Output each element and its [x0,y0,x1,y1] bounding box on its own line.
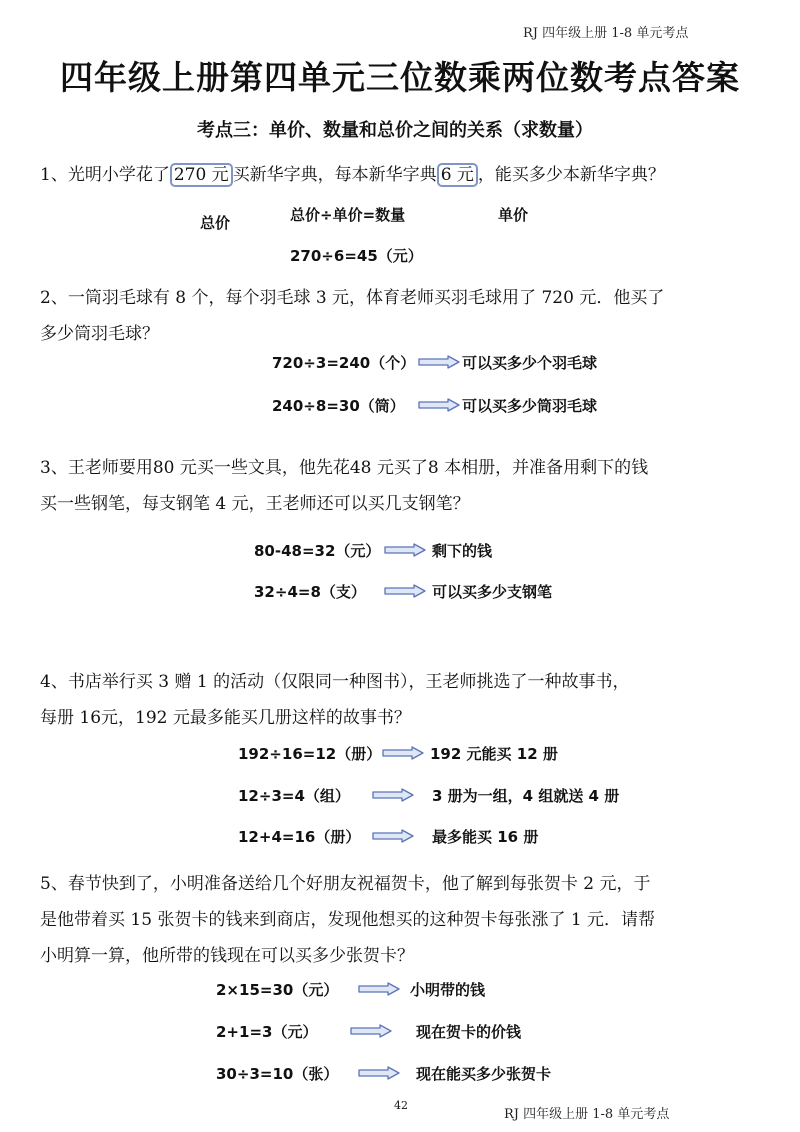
q4-step-2-calc: 12÷3=4（组） [238,787,350,805]
q2-step-2-note: 可以买多少筒羽毛球 [462,397,598,415]
q5-step-1-note: 小明带的钱 [410,981,486,999]
q5-line-1: 5、春节快到了，小明准备送给几个好朋友祝福贺卡，他了解到每张贺卡 2 元，于 [40,874,651,894]
q2-line-1: 2、一筒羽毛球有 8 个，每个羽毛球 3 元，体育老师买羽毛球用了 720 元．他买了 [40,288,665,308]
arrow-icon [384,584,426,598]
header-note: RJ 四年级上册 1-8 单元考点 [523,26,689,41]
q2-step-2-calc: 240÷8=30（筒） [272,397,405,415]
footer-note: RJ 四年级上册 1-8 单元考点 [504,1107,670,1122]
question-1 [40,160,665,185]
q5-line-2: 是他带着买 15 张贺卡的钱来到商店，发现他想买的这种贺卡每张涨了 1 元．请帮 [40,910,656,930]
question-2 [40,280,770,352]
q1-unit-price-box: 6 元 [437,163,478,187]
q2-line-2: 多少筒羽毛球？ [40,324,159,344]
q2-step-1-note: 可以买多少个羽毛球 [462,354,598,372]
q1-calc: 270÷6=45（元） [290,247,423,265]
page-title: 四年级上册第四单元三位数乘两位数考点答案 [60,58,740,97]
q1-text-b: 买新华字典，每本新华字典 [232,165,437,185]
q4-step-1-calc: 192÷16=12（册） [238,745,382,763]
section-title: 考点三：单价、数量和总价之间的关系（求数量） [197,120,593,141]
arrow-icon [358,982,400,996]
q1-label-unit: 单价 [498,206,529,224]
arrow-icon [384,543,426,557]
q1-text-c: ，能买多少本新华字典？ [477,165,665,185]
q3-step-2-note: 可以买多少支钢笔 [432,583,553,601]
question-5 [40,866,770,974]
q2-step-1-calc: 720÷3=240（个） [272,354,416,372]
q1-formula: 总价÷单价=数量 [290,206,406,224]
q4-step-2-note: 3 册为一组，4 组就送 4 册 [432,787,620,805]
q5-step-2-calc: 2+1=3（元） [216,1023,318,1041]
q3-step-2-calc: 32÷4=8（支） [254,583,366,601]
q3-step-1-calc: 80-48=32（元） [254,542,381,560]
q5-step-1-calc: 2×15=30（元） [216,981,339,999]
q4-line-1: 4、书店举行买 3 赠 1 的活动（仅限同一种图书），王老师挑选了一种故事书， [40,672,630,692]
q3-line-2: 买一些钢笔，每支钢笔 4 元，王老师还可以买几支钢笔？ [40,494,470,514]
arrow-icon [350,1024,392,1038]
question-4 [40,664,770,736]
q4-step-3-note: 最多能买 16 册 [432,828,539,846]
q5-step-2-note: 现在贺卡的价钱 [416,1023,522,1041]
q5-line-3: 小明算一算，他所带的钱现在可以买多少张贺卡？ [40,946,414,966]
arrow-icon [382,746,424,760]
q1-label-total: 总价 [200,214,231,232]
arrow-icon [358,1066,400,1080]
q3-line-1: 3、王老师要用80 元买一些文具，他先花48 元买了8 本相册，并准备用剩下的钱 [40,458,649,478]
page-number: 42 [394,1099,408,1112]
q1-total-price-box: 270 元 [170,163,233,187]
q4-step-1-note: 192 元能买 12 册 [430,745,558,763]
q4-step-3-calc: 12+4=16（册） [238,828,361,846]
arrow-icon [372,788,414,802]
arrow-icon [418,355,460,369]
q3-step-1-note: 剩下的钱 [432,542,493,560]
q5-step-3-note: 现在能买多少张贺卡 [416,1065,552,1083]
q4-line-2: 每册 16元，192 元最多能买几册这样的故事书？ [40,708,411,728]
q1-text-a: 1、光明小学花了 [40,165,170,185]
q5-step-3-calc: 30÷3=10（张） [216,1065,339,1083]
arrow-icon [372,829,414,843]
question-3 [40,450,770,522]
arrow-icon [418,398,460,412]
